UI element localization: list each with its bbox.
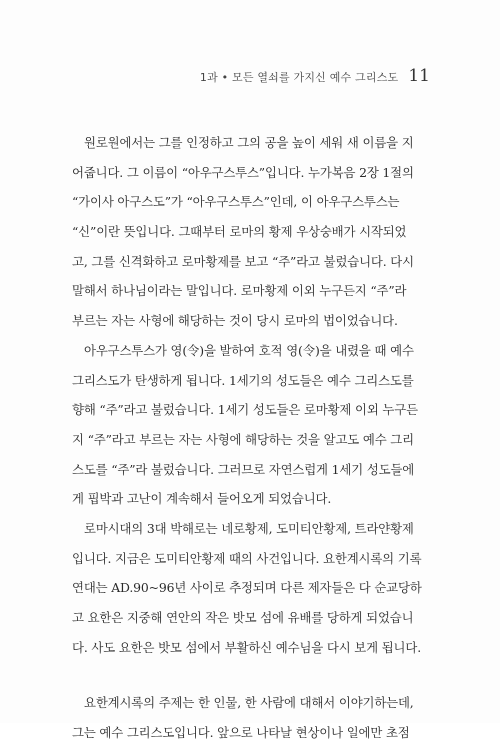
text-line: 스도를 “주”라 불렀습니다. 그러므로 자연스럽게 1세기 성도들에 xyxy=(72,461,415,477)
text-line: 부르는 자는 사형에 해당하는 것이 당시 로마의 법이었습니다. xyxy=(72,313,398,329)
text-line: 고, 그를 신격화하고 로마황제를 보고 “주”라고 불렀습니다. 다시 xyxy=(72,253,414,269)
paragraph-2 xyxy=(72,336,432,514)
text-line: 다. 사도 요한은 밧모 섬에서 부활하신 예수님을 다시 보게 됩니다. xyxy=(72,639,421,655)
paragraph-4 xyxy=(72,688,432,747)
text-line: 게 핍박과 고난이 계속해서 들어오게 되었습니다. xyxy=(72,491,332,507)
body-text xyxy=(72,128,432,748)
paragraph-spacer xyxy=(72,662,432,688)
text-line: 아우구스투스가 영(令)을 발하여 호적 영(令)을 내렸을 때 예수 xyxy=(84,342,414,358)
text-line: 입니다. 지금은 도미티안황제 때의 사건입니다. 요한계시록의 기록 xyxy=(72,550,422,566)
text-line: 고 요한은 지중해 연안의 작은 밧모 섬에 유배를 당하게 되었습니 xyxy=(72,610,414,625)
text-line: “가이사 아구스도”가 “아우구스투스”인데, 이 아우구스투스는 xyxy=(72,194,400,210)
text-line: 그는 예수 그리스도입니다. 앞으로 나타날 현상이나 일에만 초점 xyxy=(72,725,410,741)
text-line: 향해 “주”라고 불렀습니다. 1세기 성도들은 로마황제 이외 누구든 xyxy=(72,402,418,418)
text-line: 말해서 하나님이라는 말입니다. 로마황제 이외 누구든지 “주”라 xyxy=(72,283,407,299)
text-line: 요한계시록의 주제는 한 인물, 한 사람에 대해서 이야기하는데, xyxy=(84,695,414,711)
text-line: 연대는 AD.90~96년 사이로 추정되며 다른 제자들은 다 순교당하 xyxy=(72,580,422,596)
paragraph-3 xyxy=(72,514,432,662)
paragraph-1 xyxy=(72,128,432,336)
text-line: “신”이란 뜻입니다. 그때부터 로마의 황제 우상숭배가 시작되었 xyxy=(72,224,407,240)
running-header xyxy=(200,66,430,86)
running-title: 1과 • 모든 열쇠를 가지신 예수 그리스도 xyxy=(199,71,399,84)
text-line: 원로원에서는 그를 인정하고 그의 공을 높이 세워 새 이름을 지 xyxy=(84,135,414,150)
text-line: 로마시대의 3대 박해로는 네로황제, 도미티안황제, 트라얀황제 xyxy=(84,520,414,536)
page-number: 11 xyxy=(408,66,430,86)
text-line: 그리스도가 탄생하게 됩니다. 1세기의 성도들은 예수 그리스도를 xyxy=(72,372,414,388)
text-line: 지 “주”라고 부르는 자는 사형에 해당하는 것을 알고도 예수 그리 xyxy=(72,431,414,447)
text-line: 어줍니다. 그 이름이 “아우구스투스”입니다. 누가복음 2장 1절의 xyxy=(72,164,414,180)
